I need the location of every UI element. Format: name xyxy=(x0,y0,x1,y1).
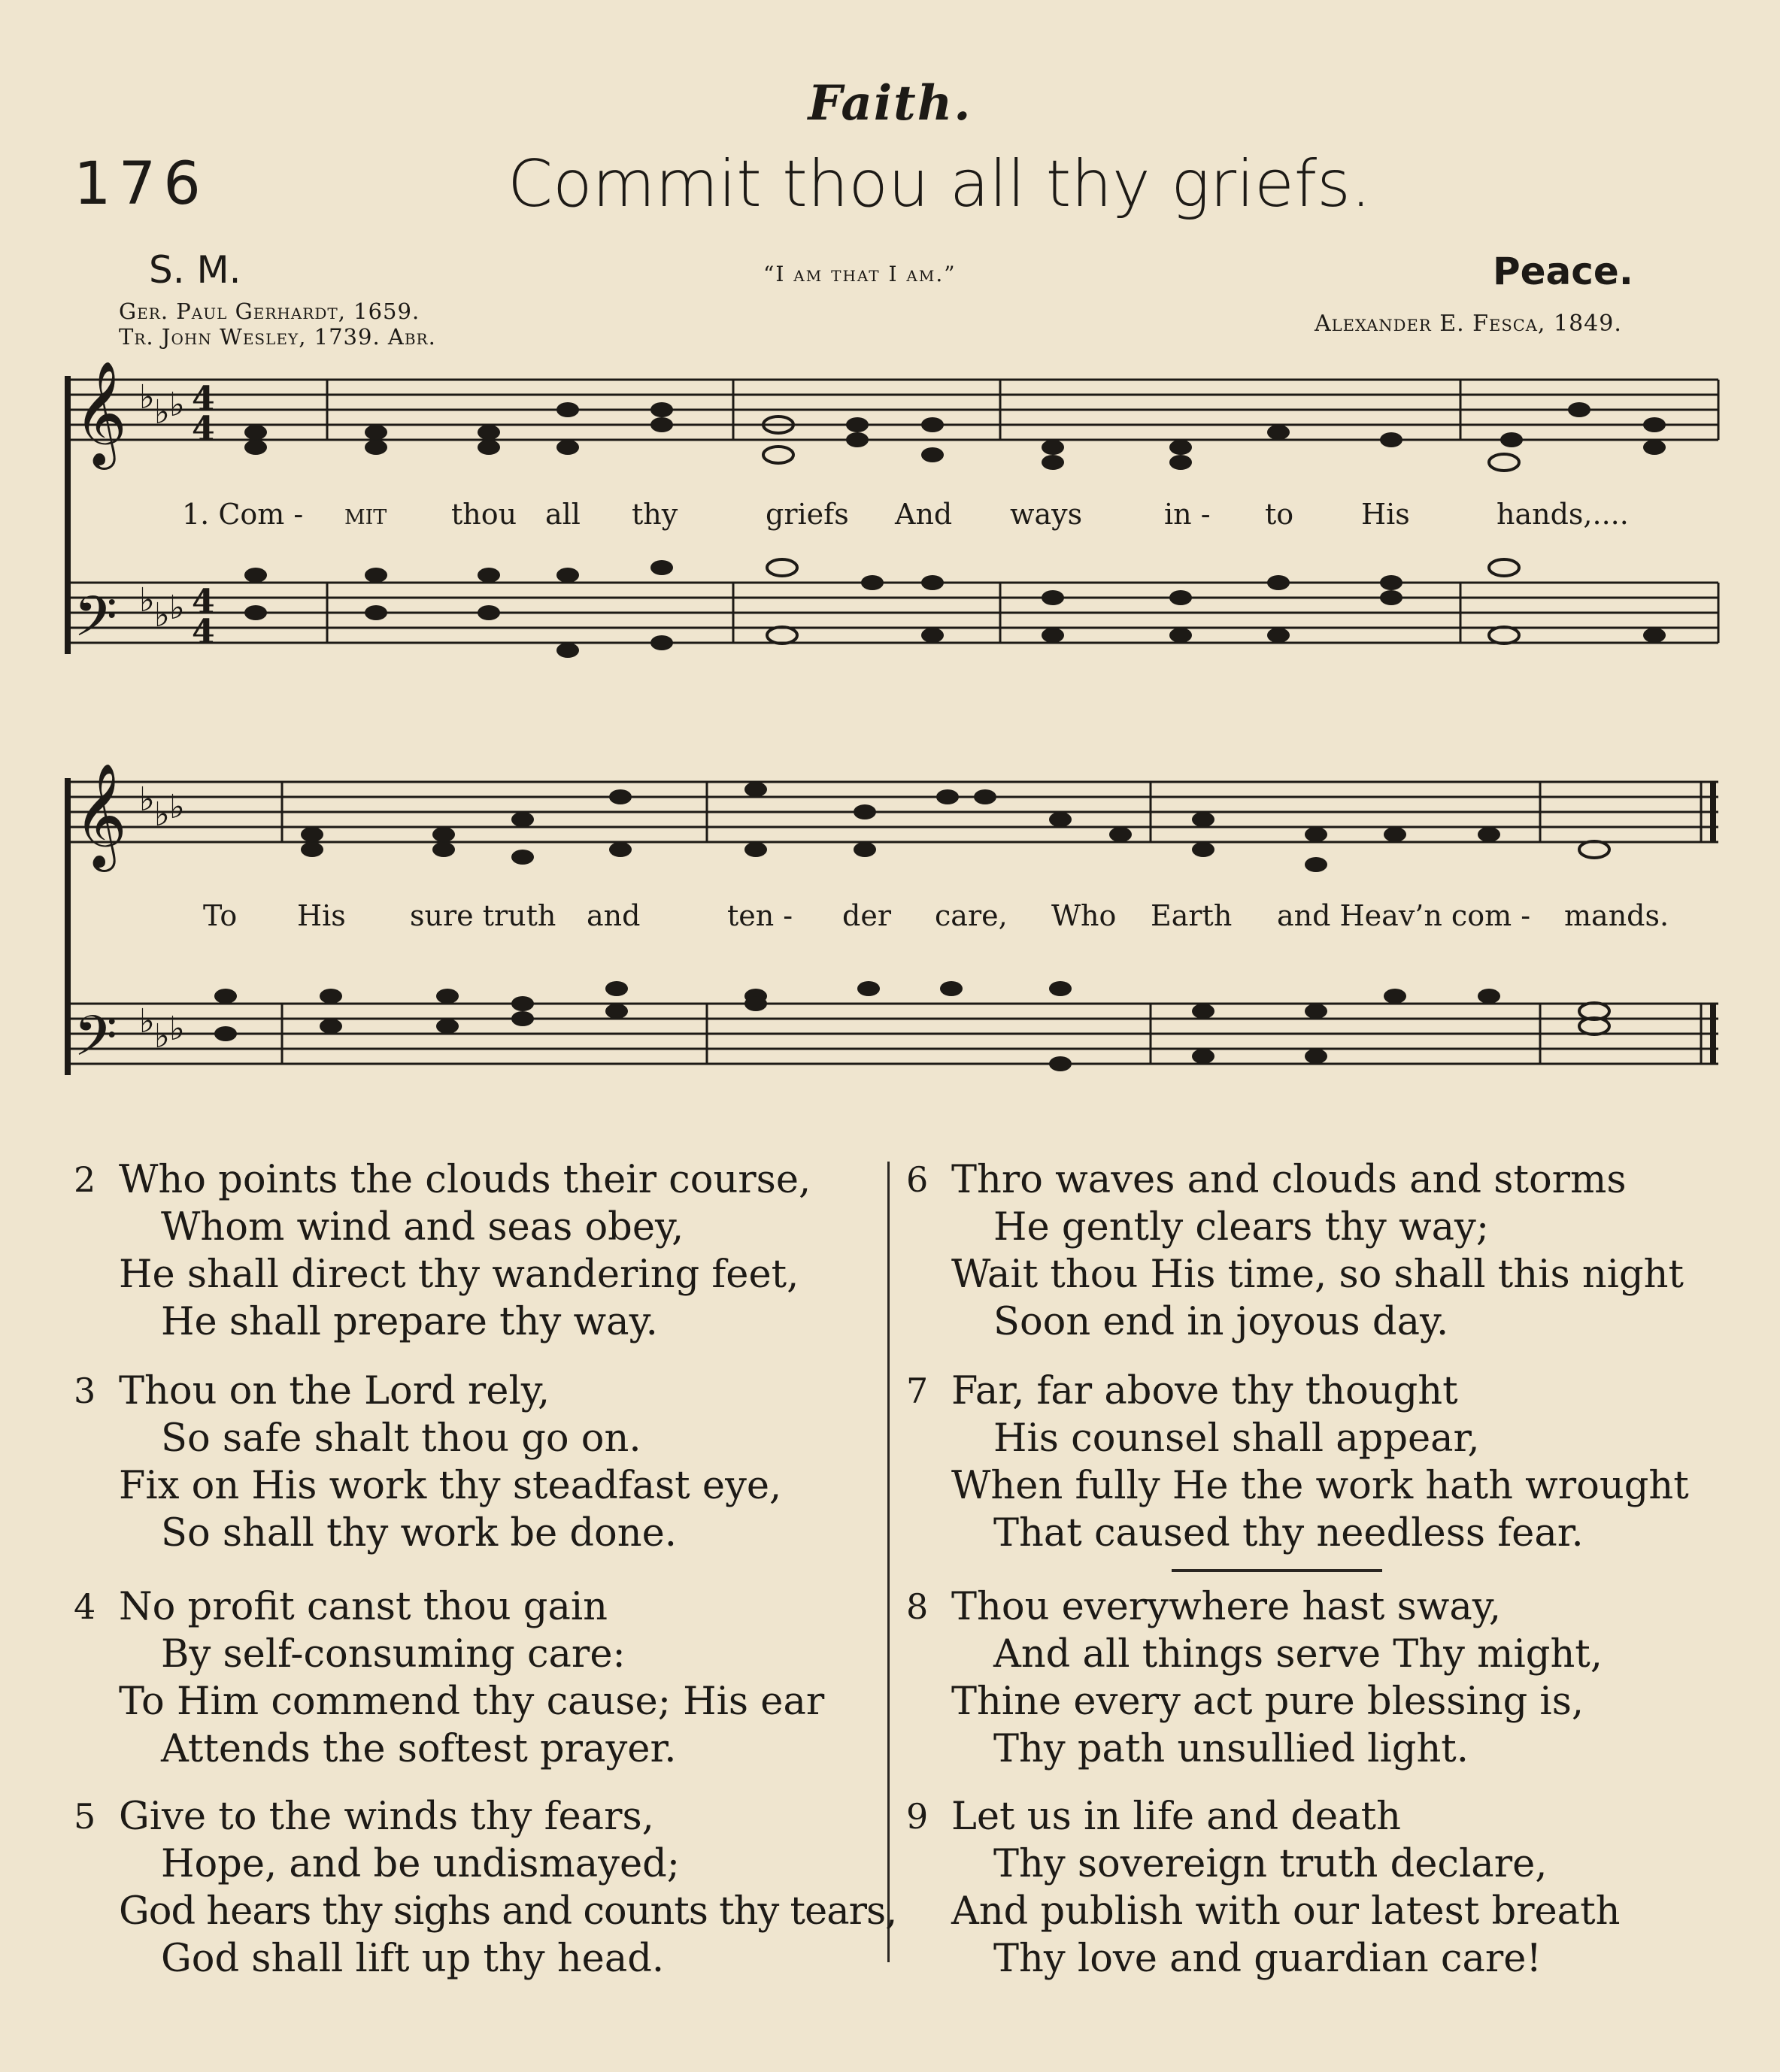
verse-line: Thy sovereign truth declare, xyxy=(993,1842,1548,1886)
verse-line: Who points the clouds their course, xyxy=(119,1158,811,1202)
section-rule xyxy=(1172,1569,1382,1572)
svg-text:♭: ♭ xyxy=(154,596,170,635)
svg-text:♭: ♭ xyxy=(139,780,155,819)
verse-line: He gently clears thy way; xyxy=(993,1205,1490,1250)
svg-text:♭: ♭ xyxy=(139,581,155,619)
lyric-syllable: Earth xyxy=(1151,899,1233,932)
verse-line: Hope, and be undismayed; xyxy=(161,1842,680,1886)
verse-line: Thine every act pure blessing is, xyxy=(951,1680,1584,1724)
verse-line: Let us in life and death xyxy=(951,1795,1401,1839)
motto: “I am that I am.” xyxy=(763,262,957,286)
lyric-syllable: in - xyxy=(1164,498,1211,531)
svg-text:♭: ♭ xyxy=(154,393,170,432)
verse-line: That caused thy needless fear. xyxy=(993,1511,1584,1556)
verse-number: 6 xyxy=(906,1159,929,1200)
verse-line: To Him commend thy cause; His ear xyxy=(119,1680,825,1724)
verse-number: 8 xyxy=(906,1586,929,1627)
treble-staff-1 xyxy=(68,380,1718,440)
verse-line: So shall thy work be done. xyxy=(161,1511,677,1556)
verse-number: 3 xyxy=(74,1371,96,1411)
lyric-syllable: all xyxy=(545,498,581,531)
section-title: Faith. xyxy=(808,75,972,132)
lyric-syllable: griefs xyxy=(766,498,849,531)
verse-number: 9 xyxy=(906,1796,929,1837)
lyric-syllable: thy xyxy=(632,498,678,531)
svg-text:♭: ♭ xyxy=(154,795,170,834)
lyric-syllable: sure truth xyxy=(410,899,556,932)
lyric-syllable: to xyxy=(1265,498,1294,531)
lyric-syllable: And xyxy=(895,498,953,531)
verse-line: Whom wind and seas obey, xyxy=(161,1205,684,1250)
composer-credit: Alexander E. Fesca, 1849. xyxy=(1315,310,1622,337)
verse-7 xyxy=(906,1368,1689,1557)
svg-text:♭: ♭ xyxy=(169,1010,185,1048)
svg-text:4: 4 xyxy=(192,613,215,651)
lyric-syllable: mit xyxy=(344,498,387,531)
lyric-syllable: 1. Com - xyxy=(182,498,304,531)
lyric-syllable: mands. xyxy=(1564,899,1669,932)
lyric-syllable: ten - xyxy=(727,899,793,932)
verse-line: Fix on His work thy steadfast eye, xyxy=(119,1464,782,1508)
verse-2 xyxy=(74,1156,811,1346)
verse-line: God shall lift up thy head. xyxy=(161,1937,665,1981)
verse-line: Thou on the Lord rely, xyxy=(119,1369,550,1413)
verse-number: 5 xyxy=(74,1796,96,1837)
svg-text:4: 4 xyxy=(192,380,215,418)
verse-line: God hears thy sighs and counts thy tears, xyxy=(119,1889,897,1934)
svg-text:♭: ♭ xyxy=(169,386,185,424)
lyric-syllable: To xyxy=(203,899,238,932)
verse-line: When fully He the work hath wrought xyxy=(951,1464,1689,1508)
verse-line: By self-consuming care: xyxy=(161,1632,626,1677)
lyric-syllable: His xyxy=(297,899,346,932)
lyric-syllable: ways xyxy=(1010,498,1083,531)
lyric-syllable: hands,.... xyxy=(1496,498,1629,531)
verse-9 xyxy=(906,1793,1621,1983)
verse-5 xyxy=(74,1793,897,1983)
lyric-syllable: His xyxy=(1361,498,1410,531)
svg-text:𝄞: 𝄞 xyxy=(74,361,127,465)
verse-line: His counsel shall appear, xyxy=(993,1416,1480,1461)
author-line-2: Tr. John Wesley, 1739. Abr. xyxy=(119,324,436,350)
verse-line: Soon end in joyous day. xyxy=(993,1300,1449,1344)
svg-text:4: 4 xyxy=(192,410,215,448)
verse-3 xyxy=(74,1368,782,1557)
svg-text:♭: ♭ xyxy=(139,1002,155,1041)
verse-line: He shall prepare thy way. xyxy=(161,1300,658,1344)
lyric-syllable: and Heav’n com - xyxy=(1277,899,1531,932)
svg-text:𝄢: 𝄢 xyxy=(74,584,117,663)
verse-number: 4 xyxy=(74,1586,96,1627)
verse-number: 2 xyxy=(74,1159,96,1200)
verse-4 xyxy=(74,1583,825,1773)
svg-text:♭: ♭ xyxy=(169,589,185,627)
verse-line: Thro waves and clouds and storms xyxy=(951,1158,1627,1202)
author-line-1: Ger. Paul Gerhardt, 1659. xyxy=(119,298,420,324)
lyric-syllable: der xyxy=(842,899,891,932)
lyric-syllable: care, xyxy=(935,899,1008,932)
verse-line: So safe shalt thou go on. xyxy=(161,1416,641,1461)
verse-line: Give to the winds thy fears, xyxy=(119,1795,654,1839)
verse-line: Thy path unsullied light. xyxy=(993,1727,1469,1771)
bass-staff-2 xyxy=(68,1004,1718,1064)
verse-line: He shall direct thy wandering feet, xyxy=(119,1253,799,1297)
svg-text:4: 4 xyxy=(192,583,215,621)
verse-line: Wait thou His time, so shall this night xyxy=(951,1253,1684,1297)
verse-line: Thy love and guardian care! xyxy=(993,1937,1542,1981)
verse-line: Far, far above thy thought xyxy=(951,1369,1458,1413)
verse-line: And publish with our latest breath xyxy=(951,1889,1621,1934)
lyric-syllable: Who xyxy=(1051,899,1117,932)
lyric-syllable: thou xyxy=(451,498,517,531)
svg-text:𝄢: 𝄢 xyxy=(74,1004,117,1083)
verse-6 xyxy=(906,1156,1684,1346)
svg-text:𝄞: 𝄞 xyxy=(74,763,127,868)
verse-line: Thou everywhere hast sway, xyxy=(951,1585,1502,1629)
hymn-number: 176 xyxy=(74,150,208,218)
hymn-title: Commit thou all thy griefs. xyxy=(508,147,1372,222)
svg-text:♭: ♭ xyxy=(154,1017,170,1056)
svg-text:♭: ♭ xyxy=(169,788,185,826)
verse-8 xyxy=(906,1583,1603,1773)
svg-text:♭: ♭ xyxy=(139,378,155,417)
meter: S. M. xyxy=(149,248,241,292)
verse-number: 7 xyxy=(906,1371,929,1411)
verse-line: Attends the softest prayer. xyxy=(161,1727,677,1771)
verse-line: No profit canst thou gain xyxy=(119,1585,608,1629)
lyric-syllable: and xyxy=(587,899,641,932)
bass-staff-1 xyxy=(68,583,1718,643)
verse-line: And all things serve Thy might, xyxy=(993,1632,1603,1677)
tune-name: Peace. xyxy=(1493,250,1633,293)
